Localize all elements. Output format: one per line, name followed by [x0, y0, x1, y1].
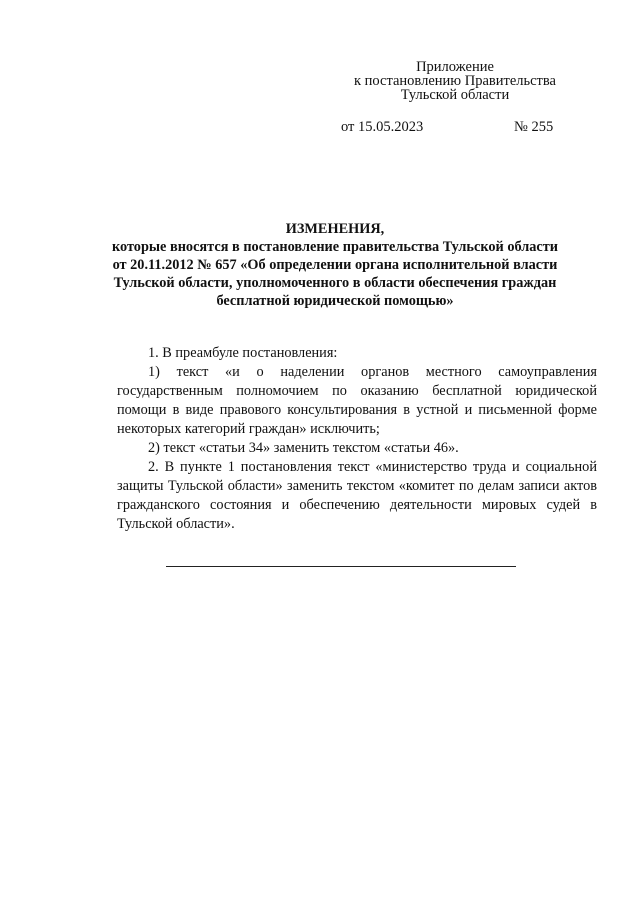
body-paragraph: 2. В пункте 1 постановления текст «министерство труда и социальной защиты Тульской области» заменить текстом «комитет по делам записи актов гражданского состояния и обеспечению деятельности мировых судей в Тульской области». — [117, 459, 597, 532]
body-paragraph: 2) текст «статьи 34» заменить текстом «статьи 46». — [148, 440, 459, 456]
body-paragraph: 1) текст «и о наделении органов местного самоуправления государственным полномочием по оказанию бесплатной юридической помощи в виде правового консультирования в устной и письменной форме некоторых категорий граждан» исключить; — [117, 364, 597, 437]
document-title — [90, 220, 580, 310]
title-line: ИЗМЕНЕНИЯ, — [285, 221, 385, 237]
end-rule — [166, 566, 516, 567]
document-date: от 15.05.2023 — [341, 119, 424, 135]
body-paragraph: 1. В преамбуле постановления: — [148, 345, 338, 361]
appendix-line: Тульской области — [400, 87, 510, 103]
title-line: Тульской области, уполномоченного в области обеспечения граждан — [113, 275, 557, 291]
title-line: бесплатной юридической помощью» — [216, 293, 454, 309]
document-number: № 255 — [514, 119, 554, 135]
document-body — [117, 344, 597, 534]
title-line: от 20.11.2012 № 657 «Об определении органа исполнительной власти — [112, 257, 558, 273]
appendix-block — [335, 60, 575, 102]
appendix-line: к постановлению Правительства — [354, 73, 556, 89]
appendix-line: Приложение — [416, 59, 494, 75]
title-line: которые вносятся в постановление правительства Тульской области — [111, 239, 559, 255]
